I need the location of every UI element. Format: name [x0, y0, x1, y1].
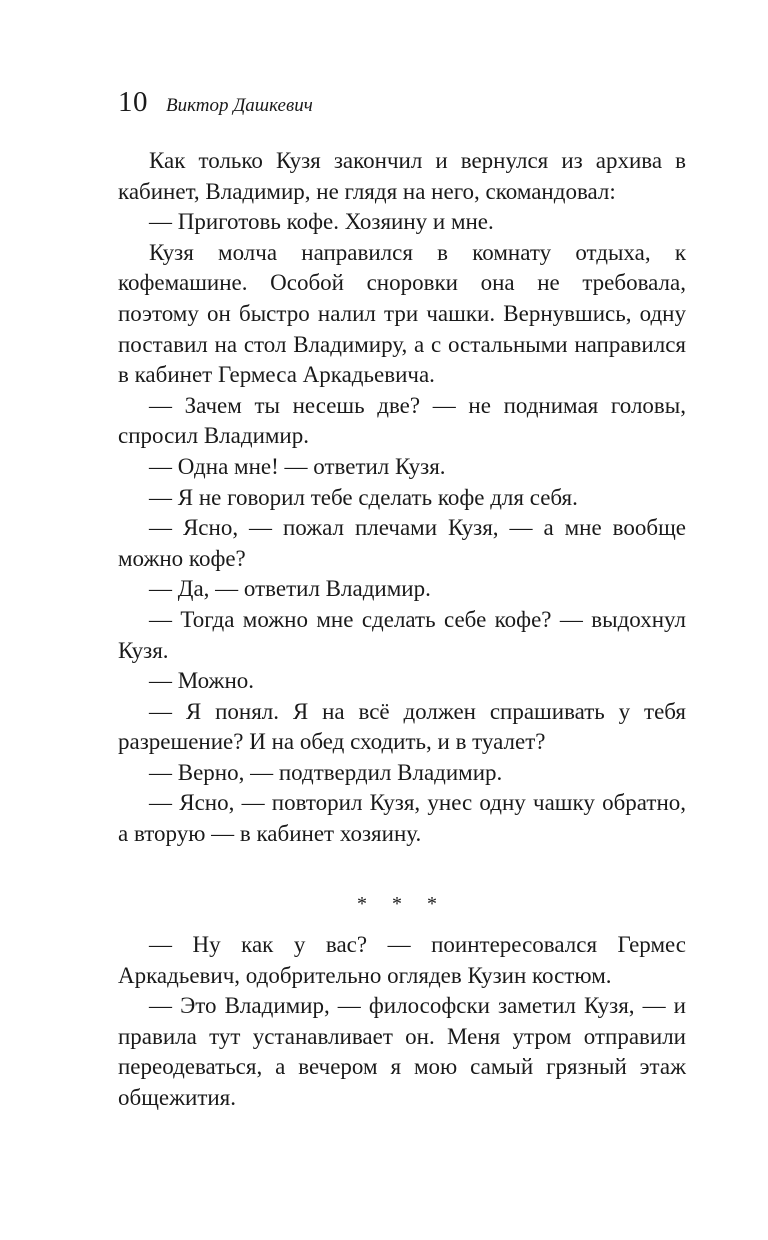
- paragraph: Как только Кузя закончил и вернулся из архива в кабинет, Владимир, не глядя на него, скомандовал:: [118, 148, 686, 204]
- paragraph: — Да, — ответил Владимир.: [149, 576, 431, 602]
- paragraph: — Верно, — подтвердил Владимир.: [149, 759, 503, 785]
- section-one: [118, 146, 686, 850]
- paragraph: — Приготовь кофе. Хозяину и мне.: [149, 209, 494, 235]
- page-number: 10: [118, 86, 148, 118]
- paragraph: — Ну как у вас? — поинтересовался Гермес Аркадьевич, одобрительно оглядев Кузин костюм.: [118, 932, 686, 988]
- paragraph: — Ясно, — повторил Кузя, унес одну чашку обратно, а вторую — в кабинет хозяину.: [118, 790, 686, 847]
- section-two: [118, 930, 686, 1114]
- running-author: Виктор Дашкевич: [166, 95, 313, 116]
- book-page: [118, 0, 688, 1240]
- running-head: [118, 86, 313, 119]
- paragraph: — Я понял. Я на всё должен спрашивать у тебя разрешение? И на обед сходить, и в туалет?: [118, 698, 686, 755]
- paragraph: — Тогда можно мне сделать себе кофе? — выдохнул Кузя.: [118, 606, 686, 663]
- paragraph: — Одна мне! — ответил Кузя.: [149, 453, 446, 479]
- paragraph: — Я не говорил тебе сделать кофе для себя.: [149, 484, 578, 510]
- section-separator: * * *: [357, 893, 447, 915]
- paragraph: — Ясно, — пожал плечами Кузя, — а мне вообще можно кофе?: [118, 515, 686, 571]
- paragraph: Кузя молча направился в комнату отдыха, к кофемашине. Особой сноровки она не требовала, поэтому он быстро налил три чашки. Вернувшись, одну поставил на стол Владимиру, а с остальными направился в кабинет Гермеса Аркадьевича.: [118, 239, 686, 388]
- paragraph: — Можно.: [149, 668, 255, 694]
- paragraph: — Это Владимир, — философски заметил Кузя, — и правила тут устанавливает он. Меня утром отправили переодеваться, а вечером я мою самый грязный этаж общежития.: [118, 993, 686, 1110]
- paragraph: — Зачем ты несешь две? — не поднимая головы, спросил Владимир.: [118, 392, 686, 449]
